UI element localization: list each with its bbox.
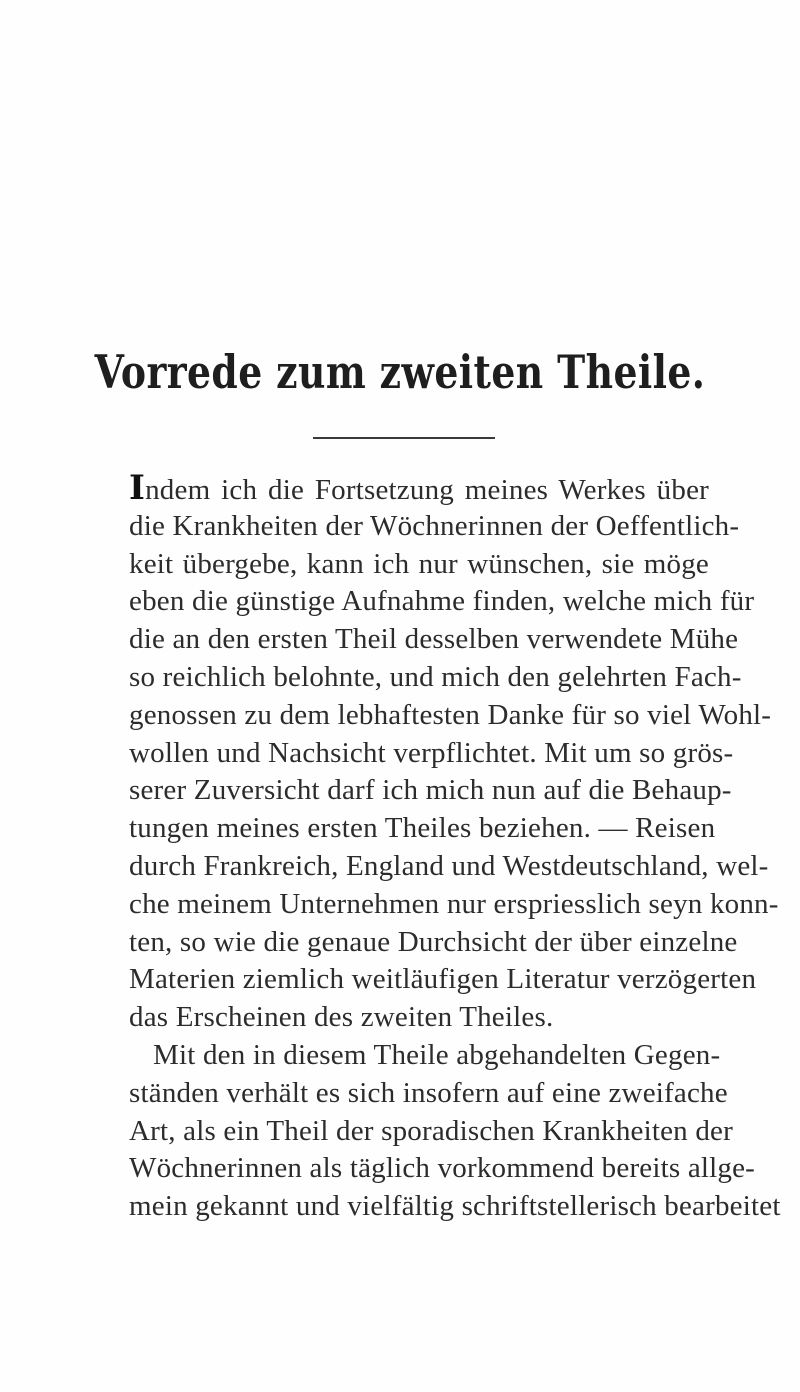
text-line: das Erscheinen des zweiten Theiles.: [129, 1001, 554, 1034]
page-title: Vorrede zum zweiten Theile.: [94, 345, 706, 399]
text-line: die an den ersten Theil desselben verwendete Mühe: [129, 623, 739, 656]
text-line: che meinem Unternehmen nur erspriesslich seyn konn-: [129, 887, 779, 920]
text-line: durch Frankreich, England und Westdeutschland, wel-: [129, 849, 769, 882]
text-line: ten, so wie die genaue Durchsicht der über einzelne: [129, 925, 738, 958]
text-line: mein gekannt und vielfältig schriftstellerisch bearbeitet: [129, 1190, 781, 1223]
body-text: [129, 468, 781, 1226]
text-line: tungen meines ersten Theiles beziehen. — Reisen: [129, 812, 716, 845]
text-line: keit übergebe, kann ich nur wünschen, sie möge: [129, 547, 709, 580]
text-line: eben die günstige Aufnahme finden, welche mich für: [129, 585, 755, 618]
title-divider: [313, 437, 495, 439]
text-line: wollen und Nachsicht verpflichtet. Mit um so grös-: [129, 736, 734, 769]
text-line: Art, als ein Theil der sporadischen Krankheiten der: [129, 1114, 733, 1147]
text-line: die Krankheiten der Wöchnerinnen der Oeffentlich-: [129, 509, 740, 542]
text-line: Wöchnerinnen als täglich vorkommend bereits allge-: [129, 1152, 756, 1185]
text-line: genossen zu dem lebhaftesten Danke für so viel Wohl-: [129, 698, 772, 731]
text-line: serer Zuversicht darf ich mich nun auf die Behaup-: [129, 774, 732, 807]
text-line: so reichlich belohnte, und mich den gelehrten Fach-: [129, 660, 742, 693]
text-line: Indem ich die Fortsetzung meines Werkes über: [129, 468, 709, 508]
text-line: Mit den in diesem Theile abgehandelten Gegen-: [153, 1038, 721, 1071]
text-line: Materien ziemlich weitläufigen Literatur verzögerten: [129, 963, 757, 996]
drop-capital: I: [129, 468, 146, 508]
text-line: ständen verhält es sich insofern auf eine zweifache: [129, 1076, 728, 1109]
